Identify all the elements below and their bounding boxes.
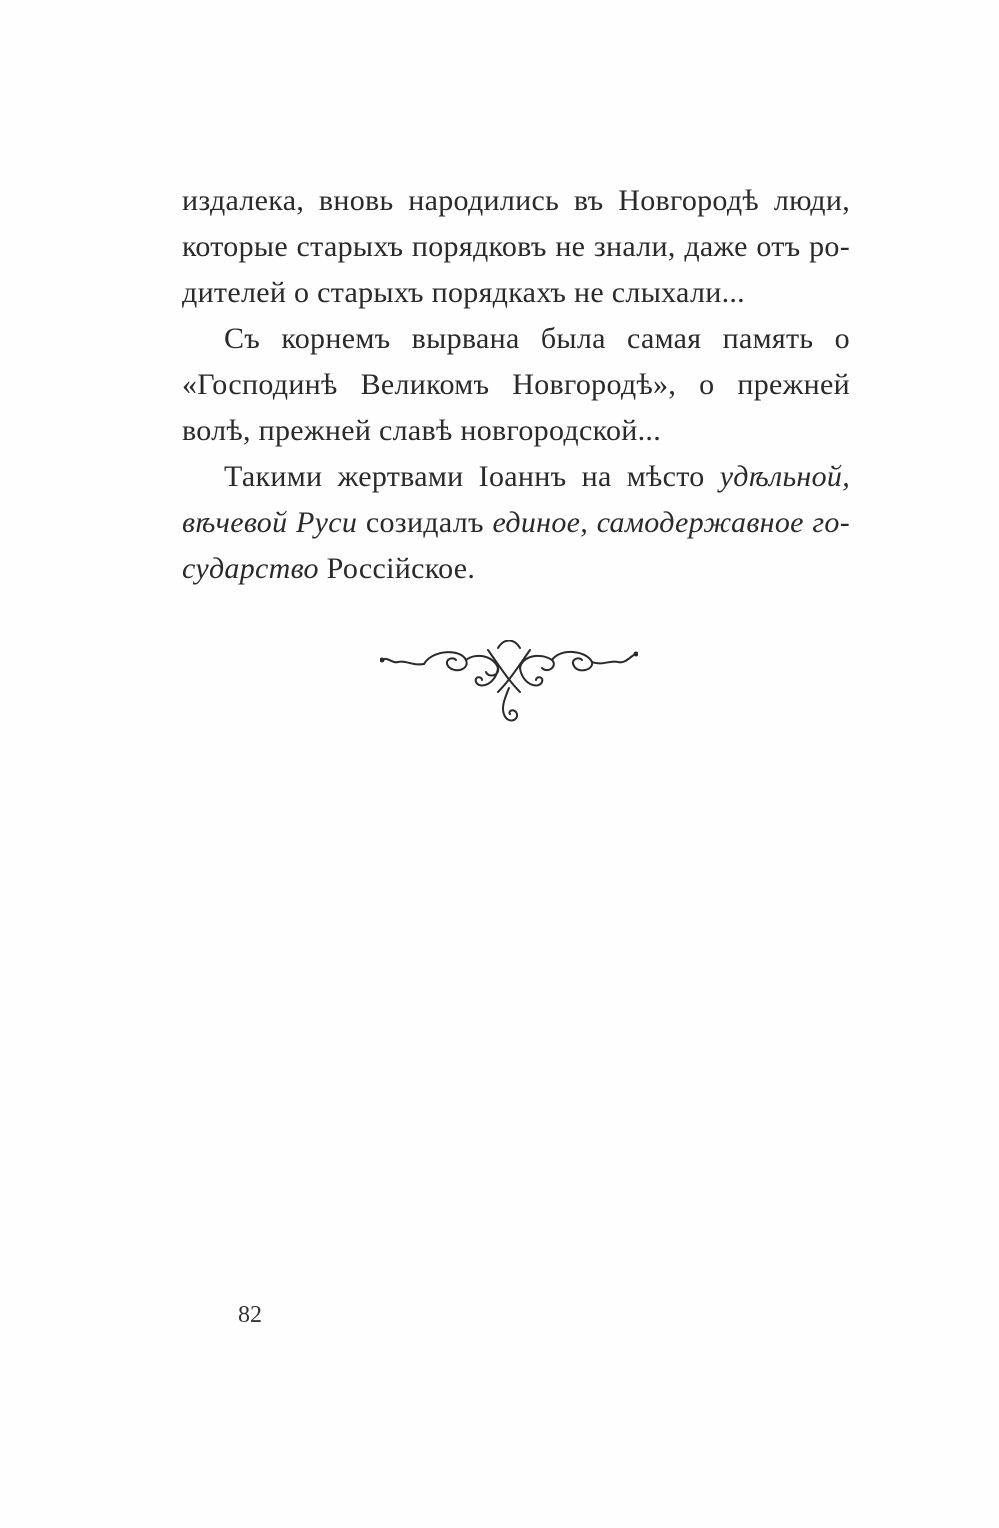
text-line — [182, 454, 850, 500]
text-line: «Господинѣ Великомъ Новгородѣ», о прежней — [182, 368, 850, 401]
text-line: издалека, вновь народились въ Новгородѣ люди, — [182, 184, 850, 217]
text-line: волѣ, прежней славѣ новгородской... — [182, 414, 662, 447]
italic-text-run: вѣчевой Руси — [182, 506, 358, 539]
text-run: Такими жертвами Іоаннъ на мѣсто — [224, 460, 720, 493]
text-line — [182, 546, 850, 592]
text-run: Россійское. — [318, 552, 476, 585]
italic-text-run: единое, самодержавное го- — [492, 506, 850, 539]
page-number: 82 — [238, 1302, 262, 1328]
italic-text-run: сударство — [182, 552, 319, 585]
text-line: Съ корнемъ вырвана была самая память о — [224, 322, 850, 355]
text-line: которые старыхъ порядковъ не знали, даже отъ ро- — [182, 230, 850, 263]
italic-text-run: удѣльной, — [719, 460, 850, 493]
text-line — [182, 500, 850, 546]
body-text — [182, 178, 850, 592]
text-line: дителей о старыхъ порядкахъ не слыхали... — [182, 276, 745, 309]
text-run: созидалъ — [357, 506, 493, 539]
flourish-ornament-icon — [380, 640, 638, 730]
